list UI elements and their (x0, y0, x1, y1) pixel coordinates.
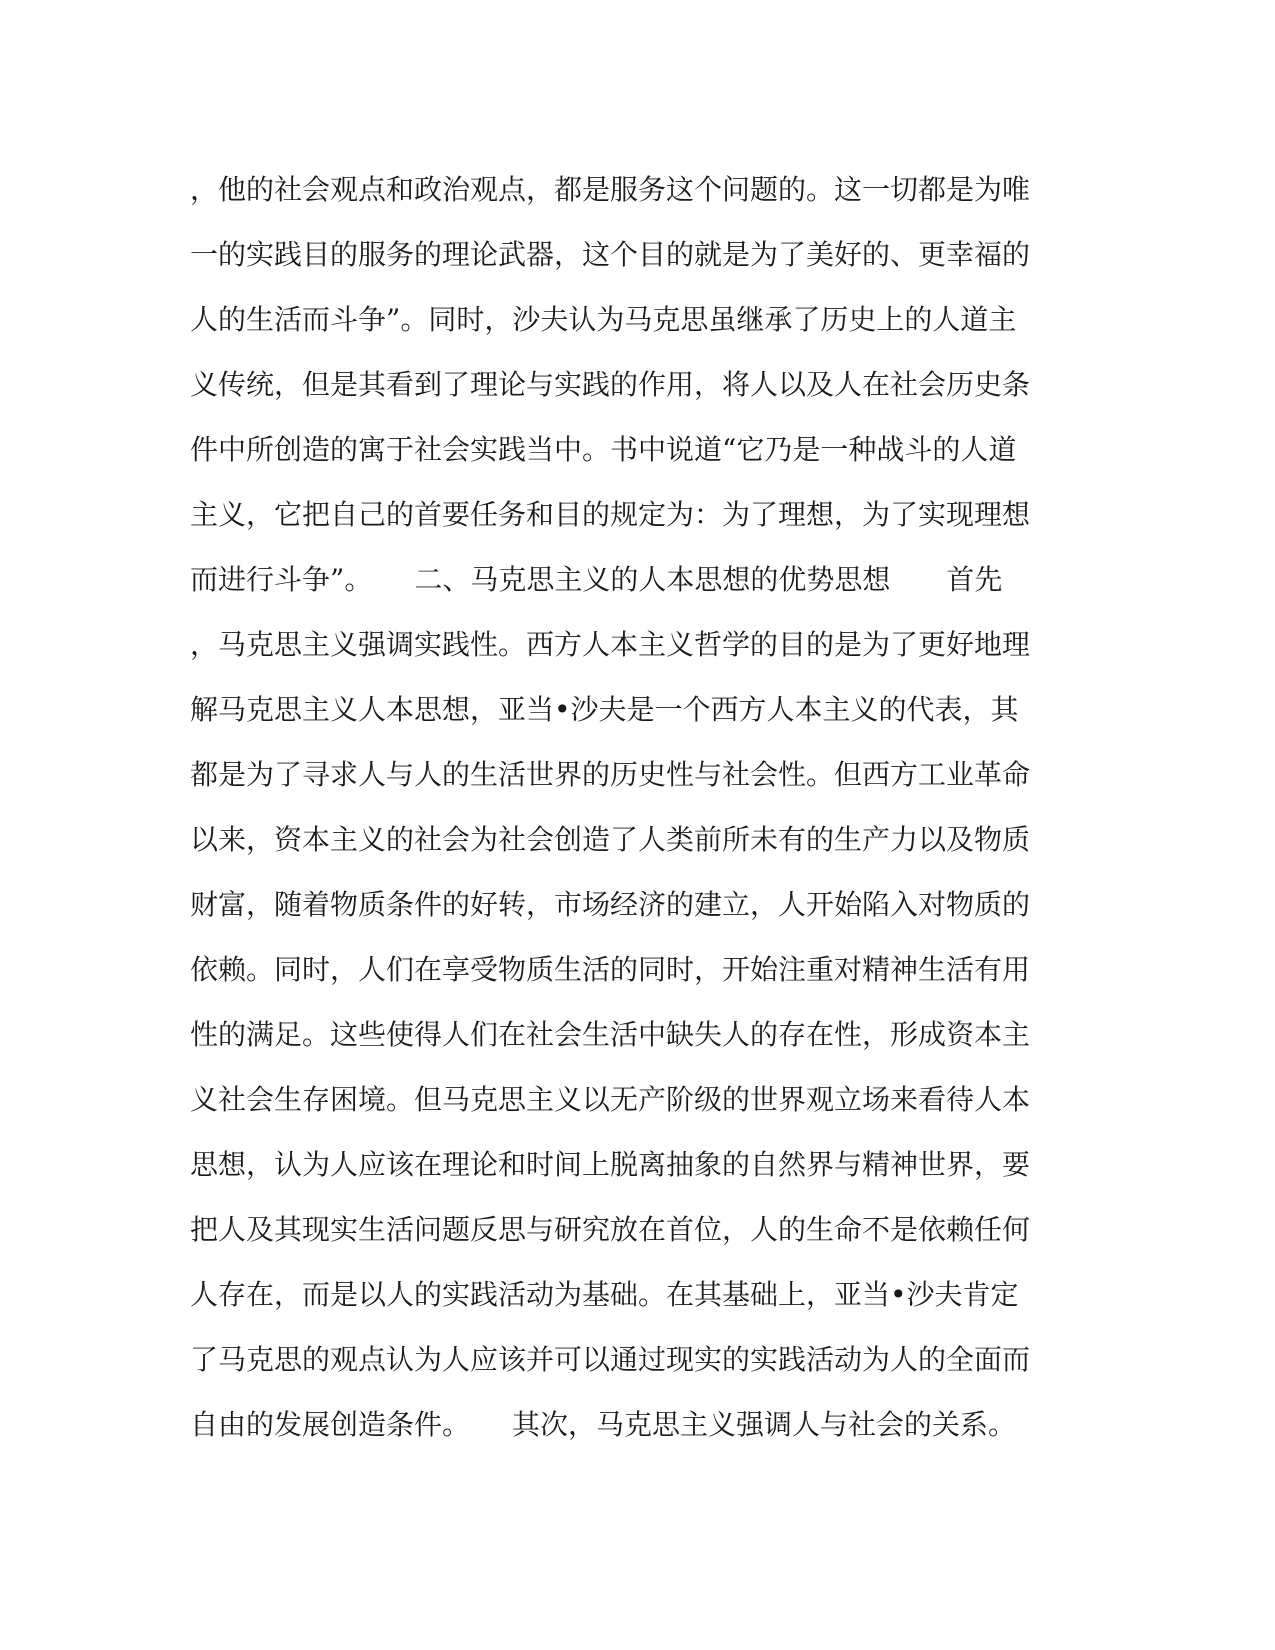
text-line-16: 思想，认为人应该在理论和时间上脱离抽象的自然界与精神世界，要 (190, 1148, 1031, 1181)
text-line-1: ，他的社会观点和政治观点，都是服务这个问题的。这一切都是为唯 (190, 173, 1031, 206)
text-line-8: ，马克思主义强调实践性。西方人本主义哲学的目的是为了更好地理 (190, 628, 1031, 661)
text-line-18: 人存在，而是以人的实践活动为基础。在其基础上，亚当•沙夫肯定 (190, 1278, 1019, 1311)
text-line-12: 财富，随着物质条件的好转，市场经济的建立，人开始陷入对物质的 (190, 888, 1031, 921)
text-line-17: 把人及其现实生活问题反思与研究放在首位，人的生命不是依赖任何 (190, 1213, 1031, 1246)
text-line-14: 性的满足。这些使得人们在社会生活中缺失人的存在性，形成资本主 (190, 1018, 1031, 1051)
text-line-10: 都是为了寻求人与人的生活世界的历史性与社会性。但西方工业革命 (190, 758, 1031, 791)
text-line-3: 人的生活而斗争”。同时，沙夫认为马克思虽继承了历史上的人道主 (190, 303, 1017, 336)
body-text (190, 170, 1070, 1470)
text-line-9: 解马克思主义人本思想，亚当•沙夫是一个西方人本主义的代表，其 (190, 693, 1019, 726)
text-line-7: 而进行斗争”。 二、马克思主义的人本思想的优势思想 首先 (190, 563, 1003, 596)
text-line-13: 依赖。同时，人们在享受物质生活的同时，开始注重对精神生活有用 (190, 953, 1031, 986)
text-line-5: 件中所创造的寓于社会实践当中。书中说道“它乃是一种战斗的人道 (190, 433, 1017, 466)
text-line-15: 义社会生存困境。但马克思主义以无产阶级的世界观立场来看待人本 (190, 1083, 1031, 1116)
text-line-4: 义传统，但是其看到了理论与实践的作用，将人以及人在社会历史条 (190, 368, 1031, 401)
text-line-2: 一的实践目的服务的理论武器，这个目的就是为了美好的、更幸福的 (190, 238, 1031, 271)
text-line-19: 了马克思的观点认为人应该并可以通过现实的实践活动为人的全面而 (190, 1343, 1031, 1376)
text-line-20: 自由的发展创造条件。 其次，马克思主义强调人与社会的关系。 (190, 1408, 1017, 1441)
text-line-6: 主义，它把自己的首要任务和目的规定为：为了理想，为了实现理想 (190, 498, 1031, 531)
text-line-11: 以来，资本主义的社会为社会创造了人类前所未有的生产力以及物质 (190, 823, 1031, 856)
